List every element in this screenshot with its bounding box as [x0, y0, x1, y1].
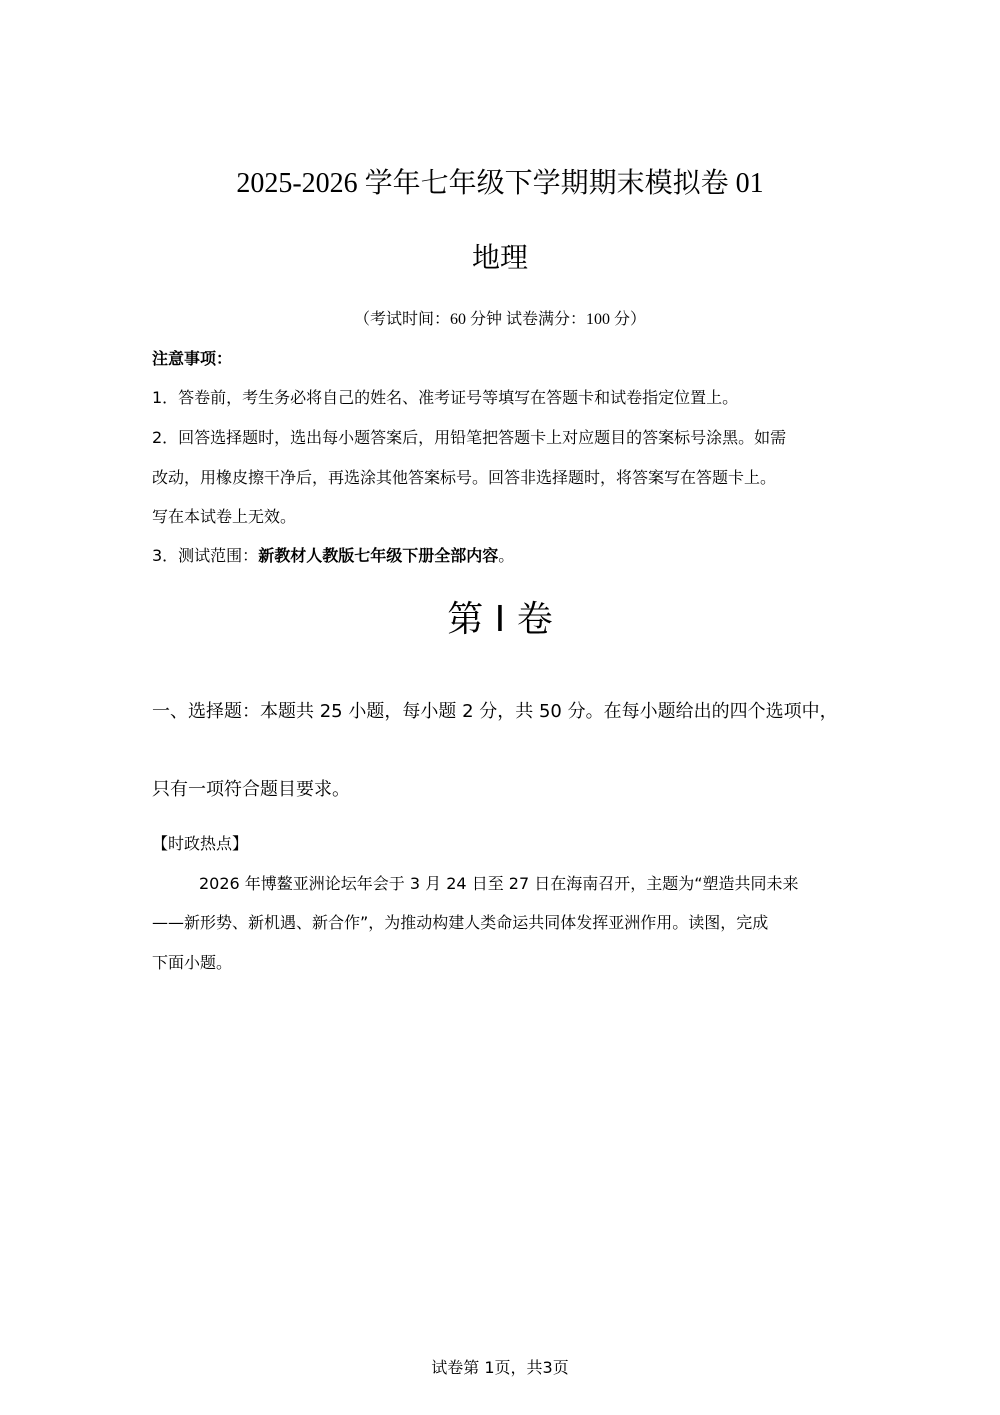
notice-item-3-suffix: 。: [498, 546, 515, 565]
subject-title: 地理: [471, 241, 528, 274]
section-instructions-line-1: 一、选择题：本题共 25 小题，每小题 2 分，共 50 分。在每小题给出的四个选项中，: [152, 701, 838, 722]
notice-item-1: 1．答卷前，考生务必将自己的姓名、准考证号等填写在答题卡和试卷指定位置上。: [152, 388, 739, 407]
notice-item-2-line-3: 写在本试卷上无效。: [152, 507, 297, 526]
topic-paragraph-line-3: 下面小题。: [152, 953, 233, 972]
notice-heading: 注意事项：: [152, 349, 233, 368]
notice-item-3: [152, 544, 872, 568]
section-instructions-line-2: 只有一项符合题目要求。: [152, 779, 350, 800]
notice-item-2-line-2: 改动，用橡皮擦干净后，再选涂其他答案标号。回答非选择题时，将答案写在答题卡上。: [152, 468, 777, 487]
notice-item-2-line-1: 2．回答选择题时，选出每小题答案后，用铅笔把答题卡上对应题目的答案标号涂黑。如需: [152, 428, 787, 447]
exam-title: 2025-2026 学年七年级下学期期末模拟卷 01: [236, 168, 764, 199]
test-scope: 新教材人教版七年级下册全部内容: [258, 546, 499, 565]
volume-title: 第 I 卷: [447, 599, 553, 640]
topic-paragraph-line-1: 2026 年博鳌亚洲论坛年会于 3 月 24 日至 27 日在海南召开，主题为“塑造共同未来: [199, 874, 799, 893]
notice-item-3-prefix: 3．测试范围：: [152, 546, 259, 565]
topic-paragraph-line-2: ——新形势、新机遇、新合作”，为推动构建人类命运共同体发挥亚洲作用。读图，完成: [152, 913, 769, 932]
page-footer: 试卷第 1页，共3页: [431, 1358, 569, 1377]
exam-info: （考试时间：60 分钟 试卷满分：100 分）: [353, 311, 646, 328]
topic-tag: 【时政热点】: [152, 834, 249, 853]
